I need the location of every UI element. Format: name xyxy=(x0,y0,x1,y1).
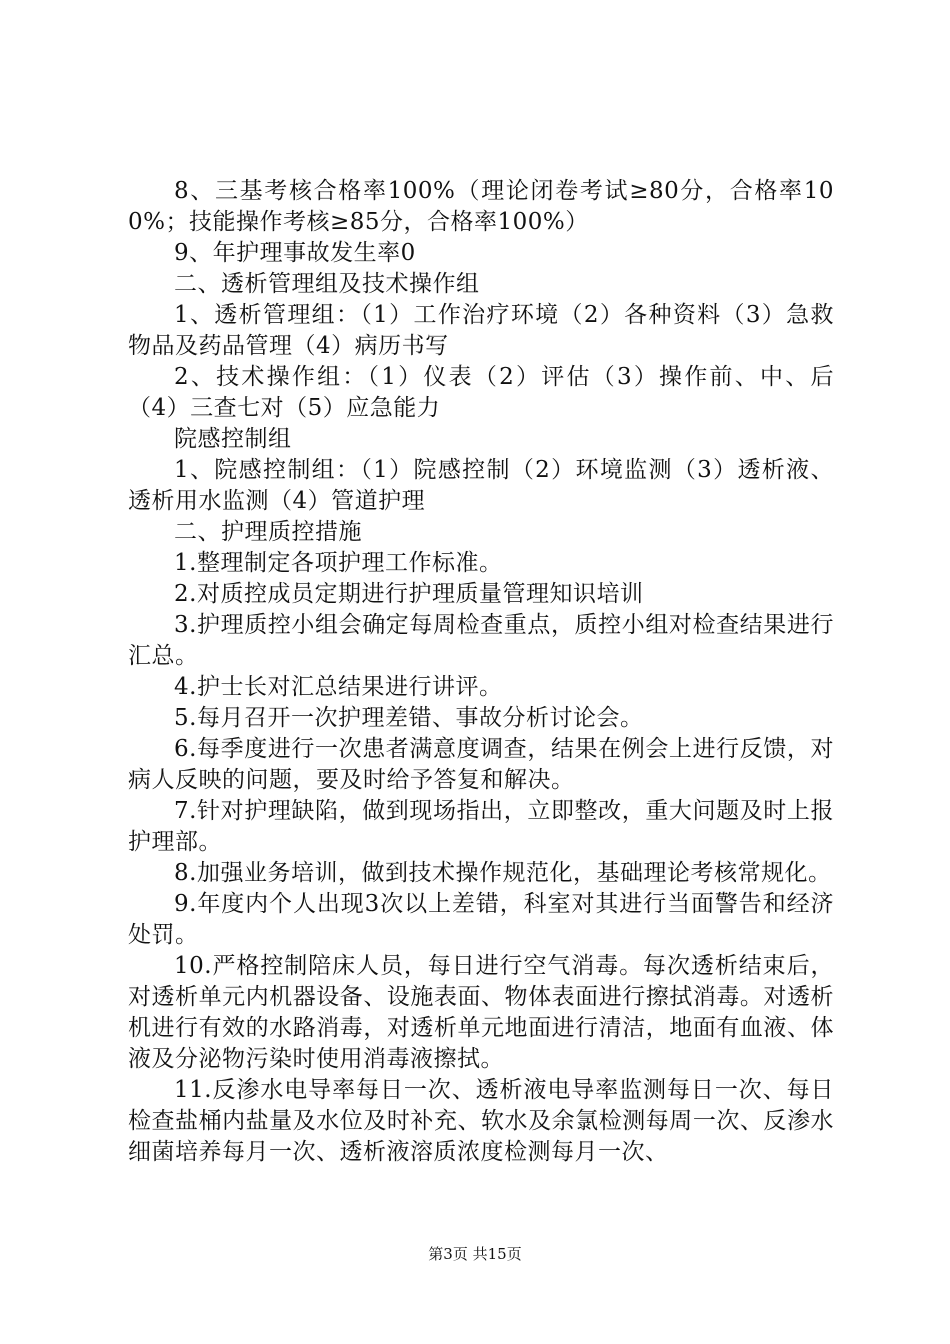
measure-item-5: 5.每月召开一次护理差错、事故分析讨论会。 xyxy=(174,705,644,731)
measure-item-6: 6.每季度进行一次患者满意度调查，结果在例会上进行反馈，对病人反映的问题，要及时给予答复和解决。 xyxy=(128,736,834,793)
document-body xyxy=(128,176,834,1168)
subheading-infection-control: 院感控制组 xyxy=(174,426,292,452)
measure-item-11: 11.反渗水电导率每日一次、透析液电导率监测每日一次、每日检查盐桶内盐量及水位及时补充、软水及余氯检测每周一次、反渗水细菌培养每月一次、透析液溶质浓度检测每月一次、 xyxy=(128,1077,834,1165)
paragraph-item-9: 9、年护理事故发生率0 xyxy=(174,240,416,266)
section-heading-dialysis-groups: 二、透析管理组及技术操作组 xyxy=(174,271,480,297)
measure-item-4: 4.护士长对汇总结果进行讲评。 xyxy=(174,674,503,700)
measure-item-1: 1.整理制定各项护理工作标准。 xyxy=(174,550,503,576)
paragraph-item-8: 8、三基考核合格率100%（理论闭卷考试≥80分，合格率100%；技能操作考核≥85分，合格率100%） xyxy=(128,178,834,235)
paragraph-infection-control: 1、院感控制组：（1）院感控制（2）环境监测（3）透析液、透析用水监测（4）管道护理 xyxy=(128,457,834,514)
paragraph-dialysis-management: 1、透析管理组：（1）工作治疗环境（2）各种资料（3）急救物品及药品管理（4）病历书写 xyxy=(128,302,834,359)
measure-item-8: 8.加强业务培训，做到技术操作规范化，基础理论考核常规化。 xyxy=(174,860,832,886)
measure-item-10: 10.严格控制陪床人员，每日进行空气消毒。每次透析结束后，对透析单元内机器设备、设施表面、物体表面进行擦拭消毒。对透析机进行有效的水路消毒，对透析单元地面进行清洁，地面有血液、体液及分泌物污染时使用消毒液擦拭。 xyxy=(128,953,834,1072)
page-number-footer: 第3页 共15页 xyxy=(428,1245,522,1263)
measure-item-9: 9.年度内个人出现3次以上差错，科室对其进行当面警告和经济处罚。 xyxy=(128,891,834,948)
section-heading-quality-measures: 二、护理质控措施 xyxy=(174,519,362,545)
measure-item-7: 7.针对护理缺陷，做到现场指出，立即整改，重大问题及时上报护理部。 xyxy=(128,798,834,855)
measure-item-2: 2.对质控成员定期进行护理质量管理知识培训 xyxy=(174,581,644,607)
paragraph-technical-operation: 2、技术操作组：（1）仪表（2）评估（3）操作前、中、后（4）三查七对（5）应急能力 xyxy=(128,364,834,421)
measure-item-3: 3.护理质控小组会确定每周检查重点，质控小组对检查结果进行汇总。 xyxy=(128,612,834,669)
